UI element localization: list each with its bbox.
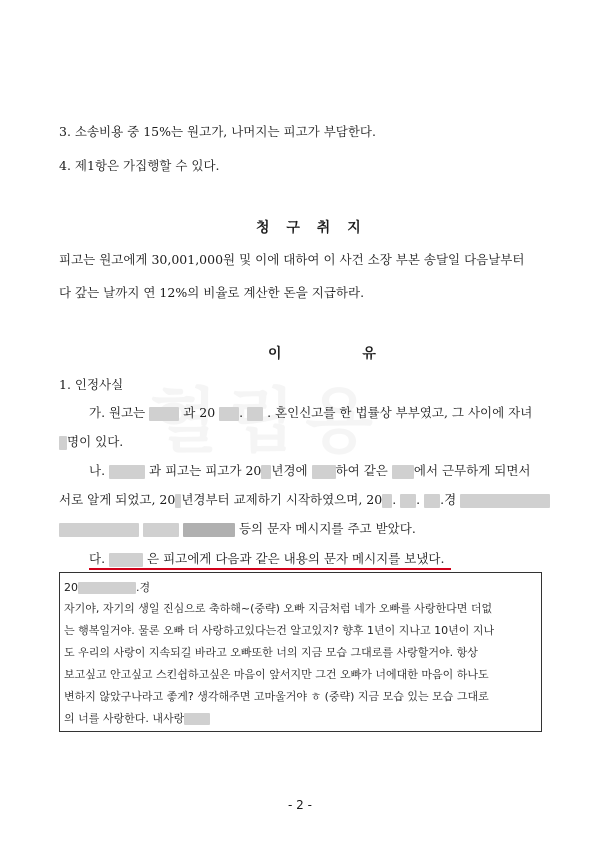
facts-title: 1. 인정사실: [59, 377, 124, 392]
redaction: [247, 407, 263, 421]
red-underline: [89, 568, 451, 570]
message-line-4: 보고싶고 안고싶고 스킨쉽하고싶은 마음이 앞서지만 그건 오빠가 너에대한 마음이 하나도: [64, 668, 489, 681]
para-na-line-2: 서로 알게 되었고, 20 년경부터 교제하기 시작하였으며, 20 . . .경: [59, 492, 550, 508]
message-line-1: 자기야, 자기의 생일 진심으로 축하해~(중략) 오빠 지금처럼 네가 오빠를 사랑한다면 더없: [64, 602, 493, 615]
message-line-5: 변하지 않았구나라고 좋게? 생각해주면 고마울거야 ㅎ (중략) 지금 모습 있는 모습 그대로: [64, 690, 489, 703]
para-na-line-1: 나. 과 피고는 피고가 20 년경에 하여 같은 에서 근무하게 되면서: [89, 463, 531, 478]
redaction: [149, 407, 179, 421]
redaction: [59, 523, 139, 537]
message-line-2: 는 행복일거야. 물론 오빠 더 사랑하고있다는건 알고있지? 향후 1년이 지나고 10년이 지나: [64, 624, 495, 637]
para-ga-line-2: 명이 있다.: [59, 434, 123, 450]
claim-line-1: 피고는 원고에게 30,001,000원 및 이에 대하여 이 사건 소장 부본 송달일 다음날부터: [59, 252, 525, 267]
reason-heading: 이 유: [268, 346, 414, 362]
claim-heading: 청 구 취 지: [256, 220, 367, 236]
redaction: [219, 407, 239, 421]
para-da-line: 다. 은 피고에게 다음과 같은 내용의 문자 메시지를 보냈다.: [89, 551, 445, 566]
redaction: [460, 494, 550, 508]
item-3: 3. 소송비용 중 15%는 원고가, 나머지는 피고가 부담한다.: [59, 124, 376, 139]
message-line-3: 도 우리의 사랑이 지속되길 바라고 오빠또한 너의 지금 모습 그대로를 사랑할거야. 항상: [64, 646, 478, 659]
para-ga-line-1: 가. 원고는 과 20 . . 혼인신고를 한 법률상 부부였고, 그 사이에 자녀: [89, 405, 533, 420]
redaction: [312, 465, 336, 479]
redaction: [183, 523, 235, 537]
message-box: [59, 572, 542, 732]
item-4: 4. 제1항은 가집행할 수 있다.: [59, 158, 220, 173]
redaction: [184, 713, 210, 725]
redaction: [400, 494, 416, 508]
redaction: [382, 494, 392, 508]
redaction: [392, 465, 414, 479]
page-number: - 2 -: [288, 798, 312, 812]
message-date: 20 .경: [64, 581, 151, 594]
redaction: [109, 465, 145, 479]
redaction: [424, 494, 440, 508]
message-line-6: 의 너를 사랑한다. 내사랑: [64, 712, 210, 726]
claim-line-2: 다 갚는 날까지 연 12%의 비율로 계산한 돈을 지급하라.: [59, 285, 365, 300]
para-na-line-3: 등의 문자 메시지를 주고 받았다.: [59, 521, 416, 537]
redaction: [78, 582, 136, 594]
redaction: [109, 553, 143, 567]
redaction: [261, 465, 271, 479]
redaction: [143, 523, 179, 537]
redaction: [59, 436, 67, 450]
